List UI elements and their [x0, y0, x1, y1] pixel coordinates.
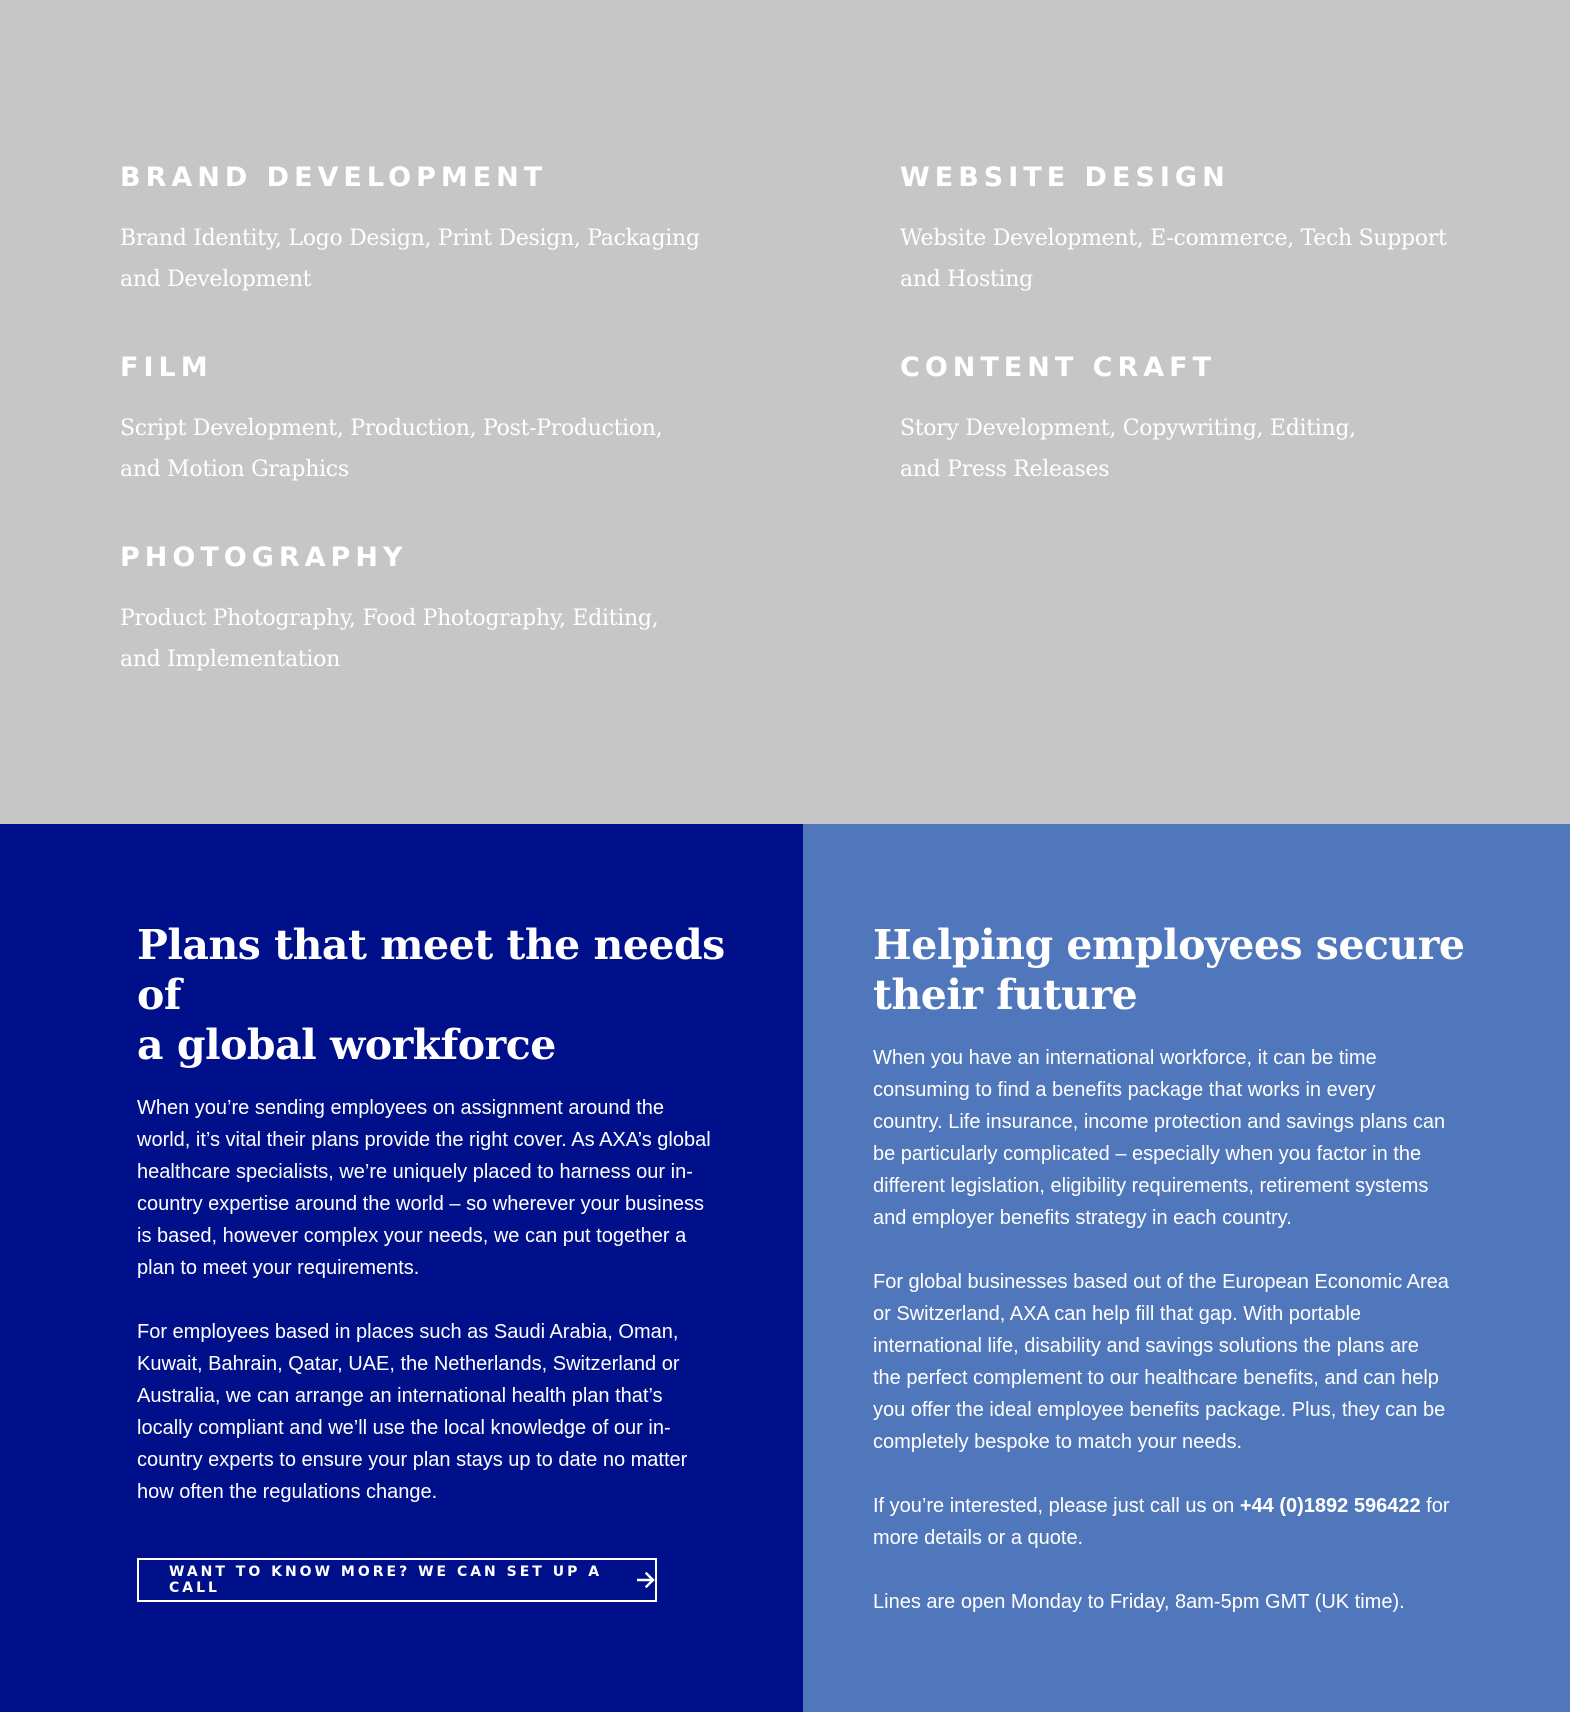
paragraph-line: When you’re sending employees on assignment around the — [137, 1097, 664, 1119]
service-description-line: and Press Releases — [900, 457, 1110, 482]
phone-number: +44 (0)1892 596422 — [1239, 1495, 1421, 1517]
paragraph-line: world, it’s vital their plans provide the right cover. As AXA’s global — [137, 1129, 711, 1151]
global-workforce-heading — [137, 920, 737, 1070]
global-workforce-paragraph-2 — [137, 1316, 737, 1508]
heading-line: their future — [873, 971, 1138, 1019]
global-workforce-panel — [0, 824, 803, 1712]
paragraph-line: Kuwait, Bahrain, Qatar, UAE, the Netherlands, Switzerland or — [137, 1353, 680, 1375]
paragraph-line: the perfect complement to our healthcare benefits, and can help — [873, 1367, 1439, 1389]
global-workforce-paragraph-1 — [137, 1092, 737, 1284]
set-up-call-label: WANT TO KNOW MORE? WE CAN SET UP A CALL — [169, 1564, 603, 1596]
paragraph-line: plan to meet your requirements. — [137, 1257, 420, 1279]
employee-future-panel — [803, 824, 1570, 1712]
service-description — [120, 408, 760, 490]
service-description-line: Script Development, Production, Post-Production, — [120, 416, 663, 441]
service-description-line: Product Photography, Food Photography, Editing, — [120, 606, 659, 631]
service-description-line: and Hosting — [900, 267, 1033, 292]
employee-future-paragraph-2 — [873, 1266, 1483, 1458]
employee-future-heading — [873, 920, 1483, 1020]
paragraph-line: different legislation, eligibility requirements, retirement systems — [873, 1175, 1429, 1197]
contact-line — [873, 1490, 1483, 1522]
service-content-craft — [900, 350, 1520, 490]
paragraph-line: locally compliant and we’ll use the local knowledge of our in- — [137, 1417, 671, 1439]
paragraph-line: be particularly complicated – especially when you factor in the — [873, 1143, 1422, 1165]
arrow-right-icon — [637, 1572, 655, 1588]
heading-line: a global workforce — [137, 1021, 556, 1069]
paragraph-line: healthcare specialists, we’re uniquely placed to harness our in- — [137, 1161, 693, 1183]
paragraph-line: or Switzerland, AXA can help fill that gap. With portable — [873, 1303, 1362, 1325]
service-title: WEBSITE DESIGN — [900, 162, 1230, 193]
paragraph-line: For global businesses based out of the European Economic Area — [873, 1271, 1449, 1293]
service-description — [900, 218, 1520, 300]
contact-prefix: If you’re interested, please just call us on — [873, 1495, 1240, 1517]
service-brand-development — [120, 160, 760, 300]
service-website-design — [900, 160, 1520, 300]
service-description-line: and Development — [120, 267, 312, 292]
services-column-left — [120, 160, 760, 730]
paragraph-line: country experts to ensure your plan stays up to date no matter — [137, 1449, 688, 1471]
employee-future-content — [873, 920, 1483, 1650]
service-description-line: Website Development, E-commerce, Tech Support — [900, 226, 1447, 251]
service-film — [120, 350, 760, 490]
service-description-line: Story Development, Copywriting, Editing, — [900, 416, 1356, 441]
heading-line: Plans that meet the needs of — [137, 921, 725, 1019]
employee-future-paragraph-1 — [873, 1042, 1483, 1234]
contact-suffix: for — [1420, 1495, 1450, 1517]
paragraph-line: international life, disability and savings solutions the plans are — [873, 1335, 1419, 1357]
contact-line: more details or a quote. — [873, 1527, 1084, 1549]
service-description — [900, 408, 1520, 490]
services-section — [0, 0, 1570, 824]
services-column-right — [900, 160, 1520, 540]
service-title: CONTENT CRAFT — [900, 352, 1217, 383]
paragraph-line: country. Life insurance, income protection and savings plans can — [873, 1111, 1446, 1133]
paragraph-line: Australia, we can arrange an international health plan that’s — [137, 1385, 663, 1407]
set-up-call-button[interactable] — [137, 1558, 657, 1602]
service-description — [120, 598, 760, 680]
opening-hours — [873, 1586, 1483, 1618]
service-description-line: Brand Identity, Logo Design, Print Design, Packaging — [120, 226, 700, 251]
service-title: PHOTOGRAPHY — [120, 542, 408, 573]
contact-paragraph — [873, 1490, 1483, 1554]
paragraph-line: is based, however complex your needs, we can put together a — [137, 1225, 687, 1247]
paragraph-line: completely bespoke to match your needs. — [873, 1431, 1243, 1453]
paragraph-line: For employees based in places such as Saudi Arabia, Oman, — [137, 1321, 679, 1343]
service-photography — [120, 540, 760, 680]
service-description-line: and Implementation — [120, 647, 340, 672]
paragraph-line: country expertise around the world – so wherever your business — [137, 1193, 704, 1215]
service-description — [120, 218, 760, 300]
paragraph-line: and employer benefits strategy in each country. — [873, 1207, 1292, 1229]
service-title: FILM — [120, 352, 213, 383]
paragraph-line: how often the regulations change. — [137, 1481, 438, 1503]
paragraph-line: you offer the ideal employee benefits package. Plus, they can be — [873, 1399, 1446, 1421]
paragraph-line: consuming to find a benefits package that works in every — [873, 1079, 1376, 1101]
paragraph-line: When you have an international workforce, it can be time — [873, 1047, 1377, 1069]
service-title: BRAND DEVELOPMENT — [120, 162, 548, 193]
service-description-line: and Motion Graphics — [120, 457, 349, 482]
global-workforce-content — [137, 920, 737, 1540]
opening-hours-text: Lines are open Monday to Friday, 8am-5pm GMT (UK time). — [873, 1591, 1405, 1613]
heading-line: Helping employees secure — [873, 921, 1465, 969]
